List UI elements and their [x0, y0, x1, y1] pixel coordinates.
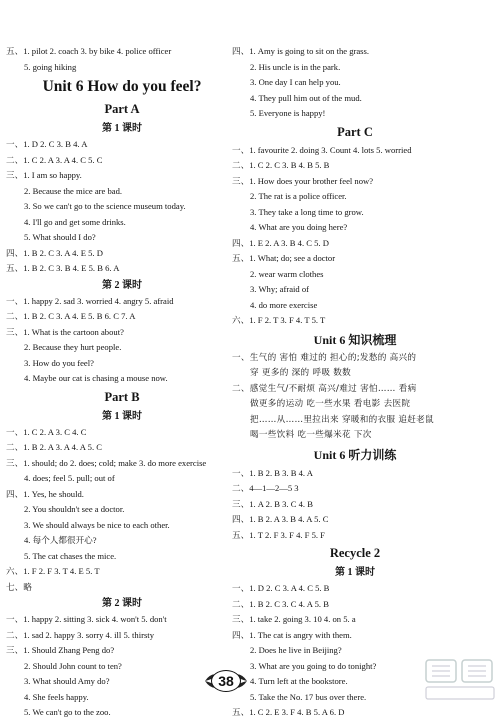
answer-line: 一、1. favourite 2. doing 3. Count 4. lots 5. worried	[232, 144, 412, 155]
answer-line: 4. Turn left at the bookstore.	[250, 676, 348, 686]
answer-line: 五、1. B 2. C 3. B 4. E 5. B 6. A	[6, 263, 120, 273]
answer-line: 二、1. B 2. C 3. A 4. E 5. B 6. C 7. A	[6, 311, 136, 321]
answer-line: 三、1. Should Zhang Peng do?	[6, 645, 115, 655]
answer-line: 4. do more exercise	[250, 299, 318, 310]
answer-line: 5. Everyone is happy!	[250, 108, 326, 118]
answer-line: 三、1. A 2. B 3. C 4. B	[232, 498, 313, 509]
lesson-heading: 第 2 课时	[102, 598, 142, 609]
part-heading: Part C	[337, 124, 373, 139]
chinese-line: 二、感觉生气/不耐烦 高兴/难过 害怕…… 看病	[232, 383, 417, 394]
answer-line: 5. Take the No. 17 bus over there.	[250, 691, 367, 702]
page-number-badge	[203, 666, 249, 696]
answer-line: 2. You shouldn't see a doctor.	[24, 504, 125, 514]
answer-line: 3. So we can't go to the science museum today.	[24, 201, 186, 211]
answer-line: 三、1. How does your brother feel now?	[232, 175, 374, 186]
answer-line: 二、1. B 2. C 3. C 4. A 5. B	[232, 598, 329, 609]
answer-line: 二、1. sad 2. happy 3. sorry 4. ill 5. thirsty	[6, 629, 154, 640]
answer-line: 4. I'll go and get some drinks.	[24, 216, 126, 227]
answer-line: 三、1. take 2. going 3. 10 4. on 5. a	[232, 614, 356, 624]
answer-line: 3. One day I can help you.	[250, 77, 341, 87]
answer-line: 3. They take a long time to grow.	[250, 206, 364, 217]
answer-line: 五、1. C 2. E 3. F 4. B 5. A 6. D	[232, 707, 345, 717]
part-heading: Part B	[104, 389, 140, 404]
chinese-line: 一、生气的 害怕 难过的 担心的;发愁的 高兴的	[232, 352, 417, 363]
answer-line: 二、1. C 2. A 3. A 4. C 5. C	[6, 154, 103, 165]
answer-line: 五、1. pilot 2. coach 3. by bike 4. police officer	[6, 46, 172, 56]
answer-line: 一、1. D 2. C 3. B 4. A	[6, 139, 88, 149]
watermark-logo-icon	[424, 658, 496, 702]
chinese-line: 做更多的运动 吃一些水果 看电影 去医院	[250, 399, 411, 409]
answer-line: 四、1. B 2. C 3. A 4. E 5. D	[6, 247, 103, 258]
answer-line: 5. going hiking	[24, 61, 77, 72]
answer-line: 四、1. B 2. A 3. B 4. A 5. C	[232, 514, 329, 524]
answer-line: 2. Should John count to ten?	[24, 660, 122, 671]
part-heading: Part A	[104, 102, 140, 116]
answer-line: 一、1. B 2. B 3. B 4. A	[232, 467, 313, 478]
part-heading: Recycle 2	[329, 546, 381, 560]
answer-line: 3. What are you going to do tonight?	[250, 660, 377, 671]
page-number: 38	[211, 670, 241, 692]
answer-line: 2. The rat is a police officer.	[250, 191, 347, 201]
answer-line: 4. What are you doing here?	[250, 222, 348, 232]
answer-line: 二、1. C 2. C 3. B 4. B 5. B	[232, 160, 330, 170]
answer-line: 六、1. F 2. T 3. F 4. T 5. T	[232, 315, 326, 325]
answer-line: 2. wear warm clothes	[250, 268, 324, 279]
answer-line: 四、1. E 2. A 3. B 4. C 5. D	[232, 237, 329, 248]
answer-line: 四、1. Yes, he should.	[6, 488, 84, 499]
lesson-heading: 第 1 课时	[102, 410, 142, 422]
answer-line: 一、1. happy 2. sad 3. worried 4. angry 5. afraid	[6, 295, 174, 306]
right-column	[232, 44, 478, 721]
section-heading: Unit 6 知识梳理	[313, 332, 397, 347]
answer-line: 2. Because the mice are bad.	[24, 185, 123, 196]
answer-line: 3. How do you feel?	[24, 357, 94, 368]
chinese-line: 穿 更多的 深的 呼吸 数数	[250, 368, 352, 378]
left-column	[6, 44, 238, 721]
lesson-heading: 第 2 课时	[102, 279, 142, 291]
answer-line: 三、1. I am so happy.	[6, 170, 82, 180]
answer-line: 七、略	[6, 581, 32, 592]
answer-line: 三、1. should; do 2. does; cold; make 3. do more exercise	[6, 457, 207, 468]
answer-line: 5. We can't go to the zoo.	[24, 707, 111, 717]
answer-line: 5. The cat chases the mice.	[24, 550, 117, 561]
answer-line: 一、1. happy 2. sitting 3. sick 4. won't 5. don't	[6, 614, 167, 624]
answer-line: 四、1. Amy is going to sit on the grass.	[232, 46, 370, 56]
answer-line: 4. does; feel 5. pull; out of	[24, 473, 115, 483]
unit-title: Unit 6 How do you feel?	[42, 78, 202, 95]
answer-line: 一、1. C 2. A 3. C 4. C	[6, 426, 87, 437]
answer-line: 二、1. B 2. A 3. A 4. A 5. C	[6, 442, 102, 452]
lesson-heading: 第 1 课时	[102, 123, 142, 134]
answer-line: 2. Does he live in Beijing?	[250, 645, 342, 655]
chinese-line: 喝一些饮料 吃一些爆米花 下次	[250, 430, 372, 440]
answer-line: 2. His uncle is in the park.	[250, 61, 341, 72]
answer-line: 4. They pull him out of the mud.	[250, 92, 362, 103]
answer-line: 4. Maybe our cat is chasing a mouse now.	[24, 373, 168, 383]
answer-line: 二、4—1—2—5 3	[232, 483, 299, 493]
answer-line: 六、1. F 2. F 3. T 4. E 5. T	[6, 566, 100, 576]
answer-line: 五、1. T 2. F 3. F 4. F 5. F	[232, 529, 325, 540]
answer-line: 四、1. The cat is angry with them.	[232, 629, 352, 640]
answer-line: 5. What should I do?	[24, 232, 96, 242]
answer-line: 3. What should Amy do?	[24, 676, 110, 686]
answer-line: 4. She feels happy.	[24, 691, 89, 702]
lesson-heading: 第 1 课时	[335, 567, 375, 578]
answer-line: 2. Because they hurt people.	[24, 342, 122, 352]
answer-line: 3. We should always be nice to each other.	[24, 519, 170, 530]
chinese-line: 把……从……里拉出来 穿暖和的衣服 追赶老鼠	[250, 414, 434, 425]
section-heading: Unit 6 听力训练	[313, 447, 397, 462]
answer-line: 4. 每个人都很开心?	[24, 535, 97, 545]
answer-line: 三、1. What is the cartoon about?	[6, 326, 124, 337]
answer-line: 3. Why; afraid of	[250, 284, 310, 294]
answer-line: 五、1. What; do; see a doctor	[232, 253, 336, 263]
answer-line: 一、1. D 2. C 3. A 4. C 5. B	[232, 583, 330, 593]
